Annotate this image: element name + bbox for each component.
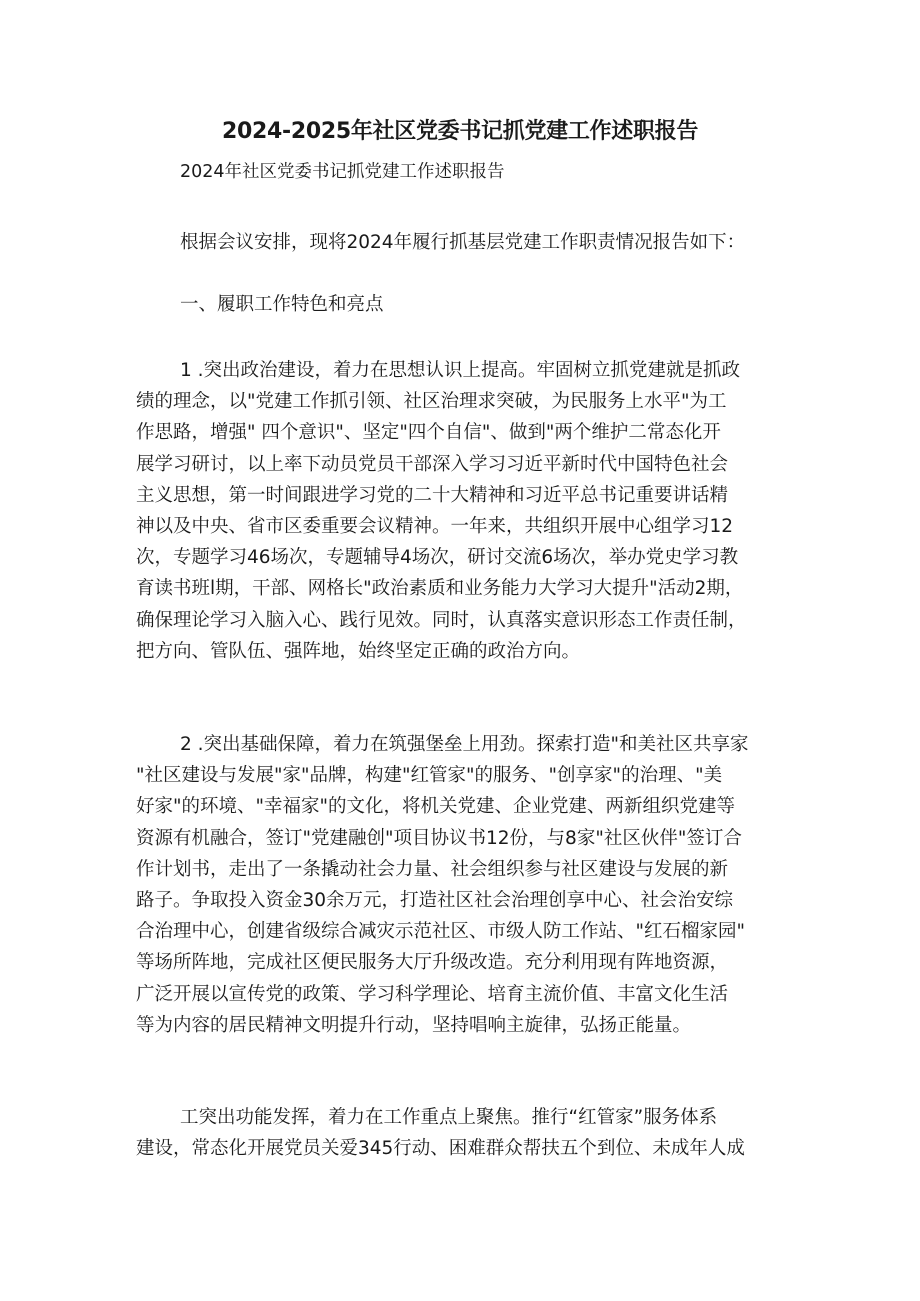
paragraph-line: 资源有机融合，签订"党建融创"项目协议书12份，与8家"社区伙伴"签订合 xyxy=(136,827,742,849)
paragraph-line: 工突出功能发挥，着力在工作重点上聚焦。推行“红管家”服务体系 xyxy=(180,1107,718,1128)
document-title: 2024-2025年社区党委书记抓党建工作述职报告 xyxy=(221,119,699,144)
paragraph-line: 次，专题学习46场次，专题辅导4场次，研讨交流6场次，举办党史学习教 xyxy=(136,547,739,569)
paragraph-line: 神以及中央、省市区委重要会议精神。一年来，共组织开展中心组学习12 xyxy=(136,516,734,538)
paragraph-line: 确保理论学习入脑入心、践行见效。同时，认真落实意识形态工作责任制， xyxy=(136,609,747,631)
section-heading xyxy=(136,289,788,320)
document-subtitle: 2024年社区党委书记抓党建工作述职报告 xyxy=(180,162,505,182)
section-heading-text: 一、履职工作特色和亮点 xyxy=(180,294,384,315)
paragraph-line: 展学习研讨，以上率下动员党员干部深入学习习近平新时代中国特色社会 xyxy=(136,453,729,475)
intro-paragraph xyxy=(136,227,788,258)
paragraph-line: 等为内容的居民精神文明提升行动，坚持唱响主旋律，弘扬正能量。 xyxy=(136,1014,692,1036)
paragraph-line: 育读书班l期，干部、网格长"政治素质和业务能力大学习大提升"活动2期， xyxy=(136,578,744,600)
paragraph-line: 广泛开展以宣传党的政策、学习科学理论、培育主流价值、丰富文化生活 xyxy=(136,983,729,1005)
paragraph-line: 好家"的环境、"幸福家"的文化，将机关党建、企业党建、两新组织党建等 xyxy=(136,796,736,818)
paragraph-line: 合治理中心，创建省级综合减灾示范社区、市级人防工作站、"红石榴家园" xyxy=(136,921,746,943)
paragraph-line: 建设，常态化开展党员关爱345行动、困难群众帮扶五个到位、未成年人成 xyxy=(136,1138,745,1160)
paragraph-3 xyxy=(136,1102,788,1164)
paragraph-line: 绩的理念，以"党建工作抓引领、社区治理求突破，为民服务上水平"为工 xyxy=(136,391,727,413)
paragraph-line: 作思路，增强" 四个意识"、坚定"四个自信"、做到"两个维护二常态化开 xyxy=(136,422,721,444)
paragraph-line: "社区建设与发展"家"品牌，构建"红管家"的服务、"创享家"的治理、"美 xyxy=(136,765,723,787)
paragraph-line: 等场所阵地，完成社区便民服务大厅升级改造。充分利用现有阵地资源， xyxy=(136,952,729,974)
paragraph-line: 主义思想，第一时间跟进学习党的二十大精神和习近平总书记重要讲话精 xyxy=(136,484,729,506)
paragraph-line: 1 .突出政治建设，着力在思想认识上提高。牢固树立抓党建就是抓政 xyxy=(180,360,741,381)
paragraph-line: 把方向、管队伍、强阵地，始终坚定正确的政治方向。 xyxy=(136,640,581,662)
intro-line: 根据会议安排，现将2024年履行抓基层党建工作职责情况报告如下： xyxy=(180,232,746,253)
paragraph-line: 路子。争取投入资金30余万元，打造社区社会治理创享中心、社会治安综 xyxy=(136,890,734,912)
paragraph-2 xyxy=(136,729,788,1041)
paragraph-line: 2 .突出基础保障，着力在筑强堡垒上用劲。探索打造"和美社区共享家 xyxy=(180,734,749,755)
paragraph-1 xyxy=(136,355,788,667)
paragraph-line: 作计划书，走出了一条撬动社会力量、社会组织参与社区建设与发展的新 xyxy=(136,858,729,880)
